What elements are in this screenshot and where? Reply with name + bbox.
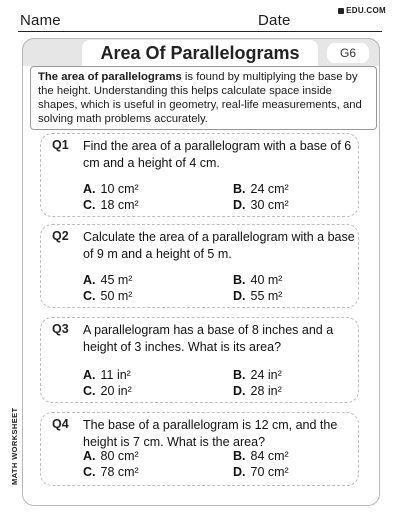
question-text: A parallelogram has a base of 8 inches and a height of 3 inches. What is its area?	[83, 323, 334, 354]
option-c[interactable]	[83, 198, 139, 212]
option-letter: A.	[83, 449, 96, 463]
question-number: Q4	[52, 417, 69, 431]
question-card	[40, 412, 359, 486]
option-letter: A.	[83, 182, 96, 196]
option-c[interactable]	[83, 465, 139, 479]
option-letter: D.	[233, 198, 246, 212]
option-text: 20 in²	[100, 384, 132, 398]
intro-term: The area of parallelograms	[38, 71, 182, 83]
question-number: Q1	[52, 138, 69, 152]
option-letter: B.	[233, 368, 246, 382]
header-underline	[18, 31, 382, 32]
option-letter: D.	[233, 465, 246, 479]
intro-box	[30, 66, 377, 130]
option-b[interactable]	[233, 449, 289, 463]
grade-badge: G6	[327, 43, 369, 63]
question-card	[40, 317, 359, 403]
option-letter: D.	[233, 384, 246, 398]
option-letter: B.	[233, 182, 246, 196]
option-c[interactable]	[83, 289, 132, 303]
option-a[interactable]	[83, 273, 132, 287]
option-text: 24 in²	[250, 368, 282, 382]
option-letter: B.	[233, 449, 246, 463]
option-text: 80 cm²	[100, 449, 139, 463]
brand-logo	[338, 6, 386, 15]
option-a[interactable]	[83, 449, 139, 463]
option-letter: A.	[83, 368, 96, 382]
question-text: The base of a parallelogram is 12 cm, and the height is 7 cm. What is the area?	[83, 418, 338, 449]
option-text: 40 m²	[250, 273, 283, 287]
option-a[interactable]	[83, 368, 131, 382]
option-d[interactable]	[233, 289, 282, 303]
option-c[interactable]	[83, 384, 132, 398]
question-number: Q2	[52, 229, 69, 243]
option-text: 45 m²	[100, 273, 133, 287]
question-text: Find the area of a parallelogram with a base of 6 cm and a height of 4 cm.	[83, 139, 352, 170]
option-b[interactable]	[233, 368, 282, 382]
option-letter: C.	[83, 384, 96, 398]
option-text: 30 cm²	[250, 198, 289, 212]
option-d[interactable]	[233, 198, 289, 212]
option-text: 55 m²	[250, 289, 283, 303]
question-card	[40, 224, 359, 308]
option-text: 50 m²	[100, 289, 133, 303]
question-number: Q3	[52, 322, 69, 336]
option-d[interactable]	[233, 384, 282, 398]
option-text: 78 cm²	[100, 465, 139, 479]
option-text: 11 in²	[100, 368, 131, 382]
option-text: 70 cm²	[250, 465, 289, 479]
side-label: MATH WORKSHEET	[10, 407, 19, 485]
question-text: Calculate the area of a parallelogram with a base of 9 m and a height of 5 m.	[83, 230, 355, 261]
option-a[interactable]	[83, 182, 139, 196]
option-text: 18 cm²	[100, 198, 139, 212]
option-d[interactable]	[233, 465, 289, 479]
option-letter: B.	[233, 273, 246, 287]
option-b[interactable]	[233, 273, 282, 287]
intro-text: is found by multiplying the base by the height. Understanding this helps calculate space inside shapes, which is useful in geometry, real-life measurements, and solving math problems accurately.	[38, 71, 362, 125]
option-letter: C.	[83, 465, 96, 479]
option-text: 84 cm²	[250, 449, 289, 463]
option-letter: C.	[83, 289, 96, 303]
option-text: 24 cm²	[250, 182, 289, 196]
worksheet-title: Area Of Parallelograms	[82, 40, 318, 66]
name-label: Name	[20, 12, 61, 29]
brand-text: EDU.COM	[346, 6, 386, 15]
option-text: 28 in²	[250, 384, 282, 398]
option-letter: D.	[233, 289, 246, 303]
question-card	[40, 133, 359, 217]
option-text: 10 cm²	[100, 182, 139, 196]
option-letter: C.	[83, 198, 96, 212]
option-letter: A.	[83, 273, 96, 287]
brand-icon	[338, 8, 344, 14]
date-label: Date	[258, 12, 291, 29]
option-b[interactable]	[233, 182, 289, 196]
